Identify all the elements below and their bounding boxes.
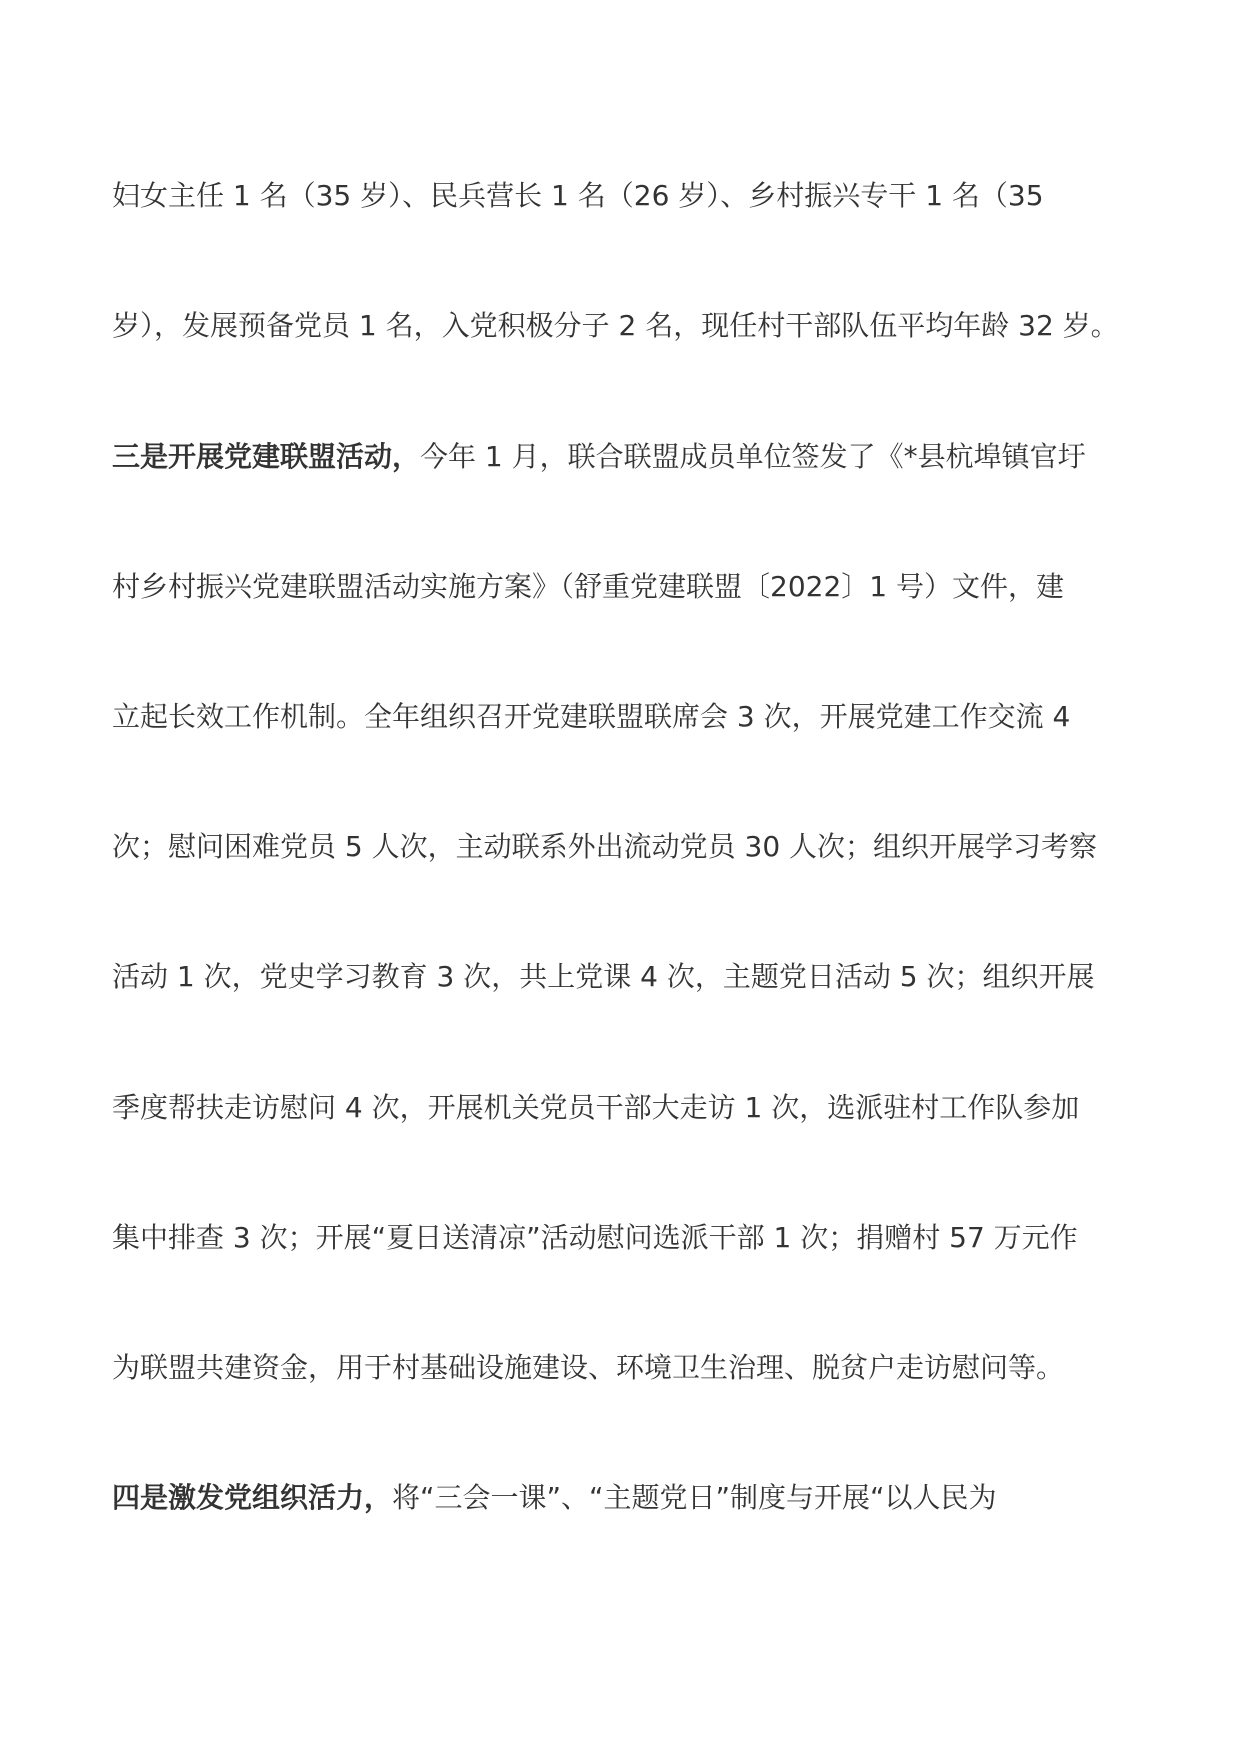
paragraph-line: 妇女主任 1 名（35 岁）、民兵营长 1 名（26 岁）、乡村振兴专干 1 名（35: [112, 179, 1044, 212]
paragraph-line: [112, 1478, 1162, 1518]
paragraph-line: 村乡村振兴党建联盟活动实施方案》（舒重党建联盟〔2022〕1 号）文件，建: [112, 570, 1064, 603]
paragraph-line: 季度帮扶走访慰问 4 次，开展机关党员干部大走访 1 次，选派驻村工作队参加: [112, 1091, 1080, 1124]
paragraph-line: 活动 1 次，党史学习教育 3 次，共上党课 4 次，主题党日活动 5 次；组织开展: [112, 960, 1095, 993]
paragraph-line: 岁），发展预备党员 1 名，入党积极分子 2 名，现任村干部队伍平均年龄 32 岁。: [112, 309, 1119, 342]
paragraph-text: 将“三会一课”、“主题党日”制度与开展“以人民为: [392, 1481, 997, 1514]
section-lead-heading: 三是开展党建联盟活动，: [112, 440, 421, 473]
section-lead-heading: 四是激发党组织活力，: [112, 1481, 393, 1514]
paragraph-line: 次；慰问困难党员 5 人次，主动联系外出流动党员 30 人次；组织开展学习考察: [112, 830, 1098, 863]
paragraph-line: 集中排查 3 次；开展“夏日送清凉”活动慰问选派干部 1 次；捐赠村 57 万元作: [112, 1221, 1078, 1254]
paragraph-line: 为联盟共建资金，用于村基础设施建设、环境卫生治理、脱贫户走访慰问等。: [112, 1351, 1065, 1384]
paragraph-line: 立起长效工作机制。全年组织召开党建联盟联席会 3 次，开展党建工作交流 4: [112, 700, 1071, 733]
paragraph-text: 今年 1 月，联合联盟成员单位签发了《*县杭埠镇官圩: [420, 440, 1086, 473]
paragraph-line: [112, 437, 1162, 477]
